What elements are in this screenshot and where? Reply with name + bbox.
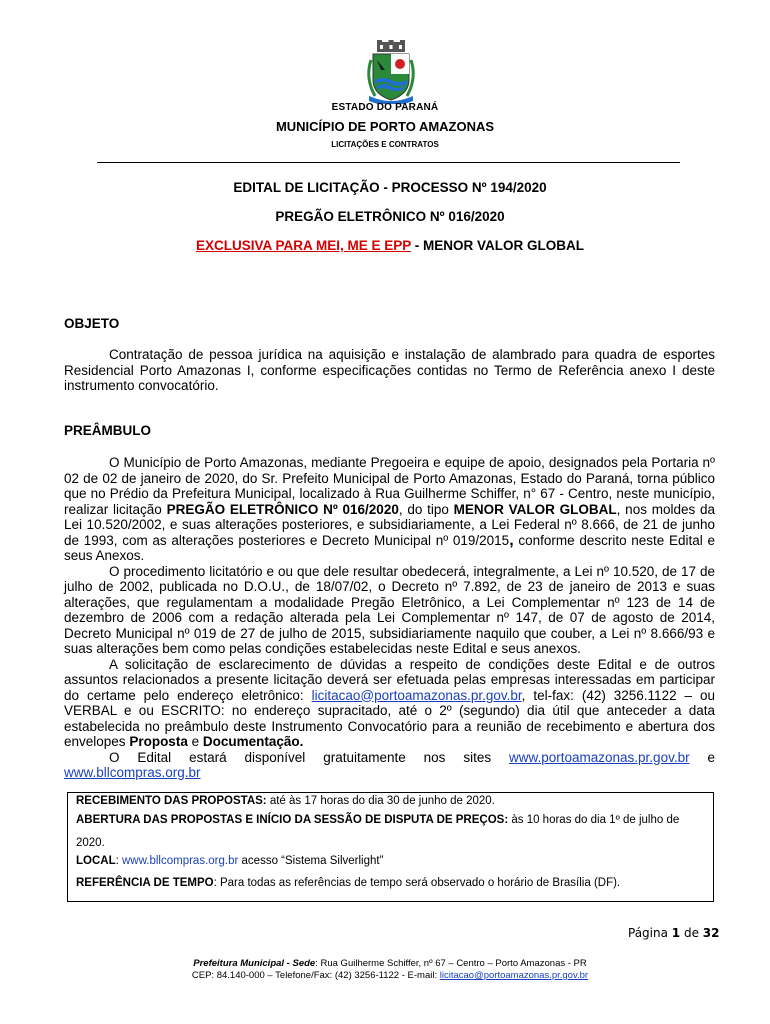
location-text: acesso “Sistema Silverlight” <box>238 855 384 867</box>
time-reference-text: : Para todas as referências de tempo será observado o horário de Brasília (DF). <box>213 877 621 889</box>
preambulo-p3-documentacao: Documentação. <box>202 734 304 749</box>
location-label: LOCAL <box>76 855 116 867</box>
header-municipality: MUNICÍPIO DE PORTO AMAZONAS <box>275 119 495 134</box>
preambulo-p1-comma: , <box>509 531 514 549</box>
schedule-time-reference-row <box>76 872 706 895</box>
preambulo-paragraph-1 <box>64 455 715 564</box>
receipt-text: até às 17 horas do dia 30 de junho de 2020. <box>266 795 495 807</box>
exclusivity-separator: - <box>411 238 424 253</box>
location-colon: : <box>115 855 122 867</box>
site-link-portoamazonas[interactable]: www.portoamazonas.pr.gov.br <box>508 749 690 765</box>
preambulo-p4-text-a: O Edital estará disponível gratuitamente nos sites <box>109 749 509 765</box>
criteria-label: MENOR VALOR GLOBAL <box>423 238 585 253</box>
preambulo-p1-text-c: , do tipo <box>398 501 454 517</box>
preambulo-p3-text-b: , tel-fax: (42) 3256.1122 – ou VERBAL e ou ESCRITO: no endereço supracitado, até o 2º (segundo) dia útil que anteceder a data estabelecida no preâmbulo deste Instrumento Convocatório para a reunião de recebimento e abertura dos envelopes <box>64 687 715 749</box>
objeto-section <box>64 347 715 394</box>
opening-label: ABERTURA DAS PROPOSTAS E INÍCIO DA SESSÃO DE DISPUTA DE PREÇOS: <box>76 814 509 826</box>
page-total: 32 <box>702 926 720 940</box>
schedule-box <box>67 792 714 902</box>
objeto-heading: OBJETO <box>64 316 120 331</box>
schedule-opening-row <box>76 809 706 855</box>
preambulo-paragraph-2: O procedimento licitatório e ou que dele resultar obedecerá, integralmente, a Lei nº 10.520, de 17 de julho de 2002, publicada no D.O.U., de 18/07/02, o Decreto nº 7.892, de 23 de janeiro de 2013 e suas alterações, que regulamentam a modalidade Pregão Eletrônico, a Lei Complementar nº 123 de 14 de dezembro de 2006 com a redação alterada pela Lei Complementar nº 147, de 07 de agosto de 2014, Decreto Municipal nº 019 de 27 de julho de 2015, subsidiariamente naquilo que couber, a Lei nº 8.666/93 e suas alterações bem como pelas condições estabelecidas neste Edital e seus anexos. <box>64 563 715 656</box>
footer-address <box>0 958 770 969</box>
exclusivity-line <box>0 238 770 253</box>
footer-sede-label: Prefeitura Municipal - Sede <box>193 958 316 969</box>
preambulo-paragraph-3 <box>64 657 715 750</box>
page-number <box>628 926 719 940</box>
municipal-coat-of-arms <box>363 40 419 104</box>
page-current: 1 <box>671 926 681 940</box>
opening-text: às 10 horas do dia 1º de julho de 2020. <box>76 814 680 849</box>
exclusivity-label: EXCLUSIVA PARA MEI, ME E EPP <box>195 238 412 253</box>
preambulo-p4-and: e <box>689 749 715 765</box>
edital-title: EDITAL DE LICITAÇÃO - PROCESSO Nº 194/2020 <box>233 180 547 195</box>
page-middle: de <box>680 926 703 940</box>
header-department: LICITAÇÕES E CONTRATOS <box>331 140 439 149</box>
page-prefix: Página <box>628 926 672 940</box>
time-reference-label: REFERÊNCIA DE TEMPO <box>76 877 214 889</box>
location-link[interactable]: www.bllcompras.org.br <box>122 855 239 867</box>
preambulo-p1-pregao: PREGÃO ELETRÔNICO Nº 016/2020 <box>166 501 399 517</box>
contact-email-link[interactable]: licitacao@portoamazonas.pr.gov.br <box>311 687 522 703</box>
preambulo-section <box>64 455 715 781</box>
preambulo-p1-text-e: , nos moldes da Lei 10.520/2002, e suas alterações posteriores, e subsidiariamente, a Lei Federal nº 8.666, de 21 de junho de 1993, com as alterações posteriores e Decreto Municipal nº 019/2015 <box>64 501 715 548</box>
pregao-title: PREGÃO ELETRÔNICO Nº 016/2020 <box>275 209 505 224</box>
objeto-text: Contratação de pessoa jurídica na aquisição e instalação de alambrado para quadra de esportes Residencial Porto Amazonas I, conforme especificações contidas no Termo de Referência anexo I deste instrumento convocatório. <box>64 347 715 393</box>
preambulo-paragraph-4 <box>64 750 715 781</box>
header-state: ESTADO DO PARANÁ <box>331 102 439 113</box>
preambulo-p1-text-g: conforme descrito neste Edital e seus Anexos. <box>64 532 715 563</box>
footer-email-link[interactable]: licitacao@portoamazonas.pr.gov.br <box>439 970 589 981</box>
preambulo-p1-text-a: O Município de Porto Amazonas, mediante Pregoeira e equipe de apoio, designados pela Portaria nº 02 de 02 de janeiro de 2020, do Sr. Prefeito Municipal de Porto Amazonas, Estado do Paraná, torna público que no Prédio da Prefeitura Municipal, localizado à Rua Guilherme Schiffer, n° 67 - Centro, neste município, realizar licitação <box>64 455 715 517</box>
header-divider <box>97 162 680 163</box>
site-link-bllcompras[interactable]: www.bllcompras.org.br <box>64 765 201 780</box>
footer-contact-text: CEP: 84.140-000 – Telefone/Fax: (42) 3256-1122 - E-mail: <box>191 970 440 981</box>
preambulo-heading: PREÂMBULO <box>64 423 151 438</box>
preambulo-p3-text-a: A solicitação de esclarecimento de dúvidas a respeito de condições deste Edital e de outros assuntos relacionados a presente licitação deverá ser efetuada pelas empresas interessadas em participar do certame pelo endereço eletrônico: <box>64 656 715 703</box>
schedule-location-row <box>76 850 706 873</box>
footer-contact <box>0 970 770 981</box>
preambulo-p3-proposta: Proposta <box>129 734 188 749</box>
preambulo-p3-and: e <box>187 734 203 749</box>
footer-sede-text: : Rua Guilherme Schiffer, nº 67 – Centro – Porto Amazonas - PR <box>315 958 587 969</box>
preambulo-p1-criteria: MENOR VALOR GLOBAL <box>453 501 617 517</box>
receipt-label: RECEBIMENTO DAS PROPOSTAS: <box>76 795 267 807</box>
